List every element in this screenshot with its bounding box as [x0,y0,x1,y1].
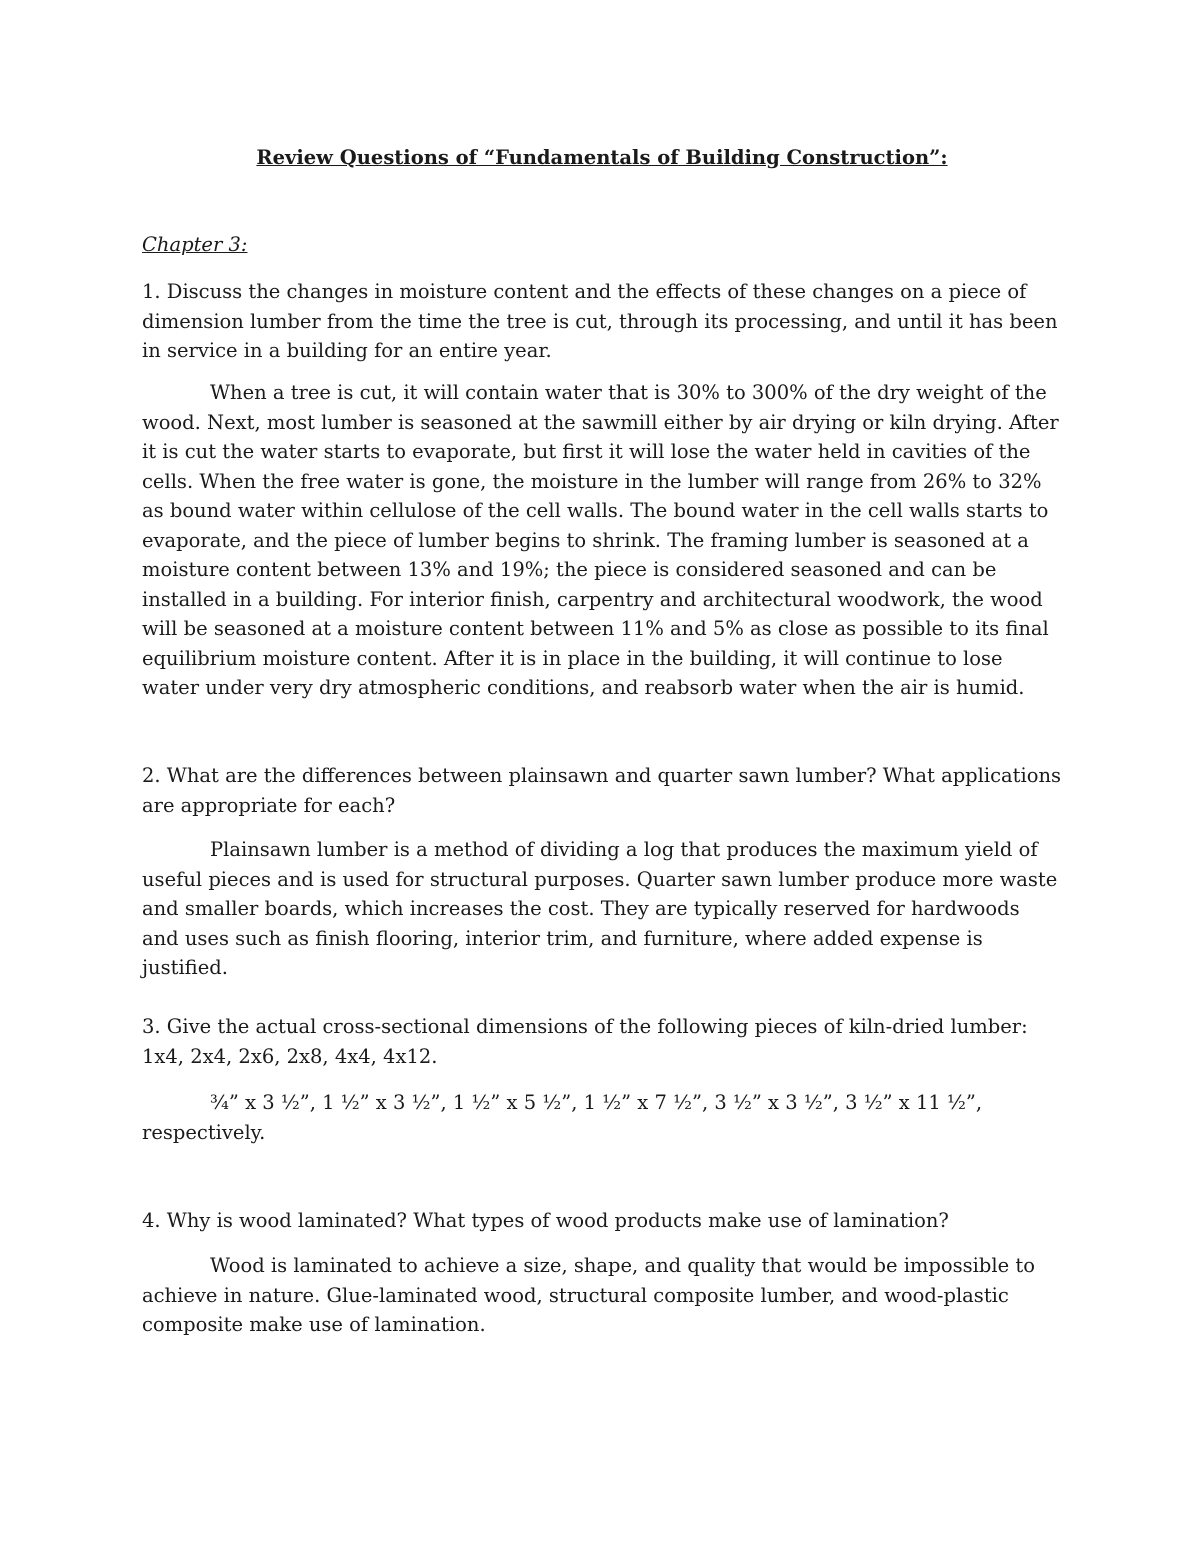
question-3: 3. Give the actual cross-sectional dimensions of the following pieces of kiln-dried lumber: 1x4, 2x4, 2x6, 2x8, 4x4, 4x12. [142,1015,1028,1068]
chapter-heading: Chapter 3: [142,233,248,256]
answer-2: Plainsawn lumber is a method of dividing a log that produces the maximum yield of useful pieces and is used for structural purposes. Quarter sawn lumber produce more waste and smaller boards, which increases the cost. They are typically reserved for hardwoods and uses such as finish flooring, interior trim, and furniture, where added expense is justified. [142,838,1058,979]
answer-3: ¾” x 3 ½”, 1 ½” x 3 ½”, 1 ½” x 5 ½”, 1 ½” x 7 ½”, 3 ½” x 3 ½”, 3 ½” x 11 ½”, respectively. [142,1091,983,1144]
document-title: Review Questions of “Fundamentals of Building Construction”: [256,146,948,169]
answer-4: Wood is laminated to achieve a size, shape, and quality that would be impossible to achieve in nature. Glue-laminated wood, structural composite lumber, and wood-plastic composite make use of lamination. [142,1254,1035,1336]
question-4: 4. Why is wood laminated? What types of wood products make use of lamination? [142,1209,949,1232]
question-2: 2. What are the differences between plainsawn and quarter sawn lumber? What applications are appropriate for each? [142,764,1062,817]
answer-1: When a tree is cut, it will contain water that is 30% to 300% of the dry weight of the wood. Next, most lumber is seasoned at the sawmill either by air drying or kiln drying. After it is cut the water starts to evaporate, but first it will lose the water held in cavities of the cells. When the free water is gone, the moisture in the lumber will range from 26% to 32% as bound water within cellulose of the cell walls. The bound water in the cell walls starts to evaporate, and the piece of lumber begins to shrink. The framing lumber is seasoned at a moisture content between 13% and 19%; the piece is considered seasoned and can be installed in a building. For interior finish, carpentry and architectural woodwork, the wood will be seasoned at a moisture content between 11% and 5% as close as possible to its final equilibrium moisture content. After it is in place in the building, it will continue to lose water under very dry atmospheric conditions, and reabsorb water when the air is humid. [142,381,1059,699]
question-1: 1. Discuss the changes in moisture content and the effects of these changes on a piece of dimension lumber from the time the tree is cut, through its processing, and until it has been in service in a building for an entire year. [142,280,1058,362]
